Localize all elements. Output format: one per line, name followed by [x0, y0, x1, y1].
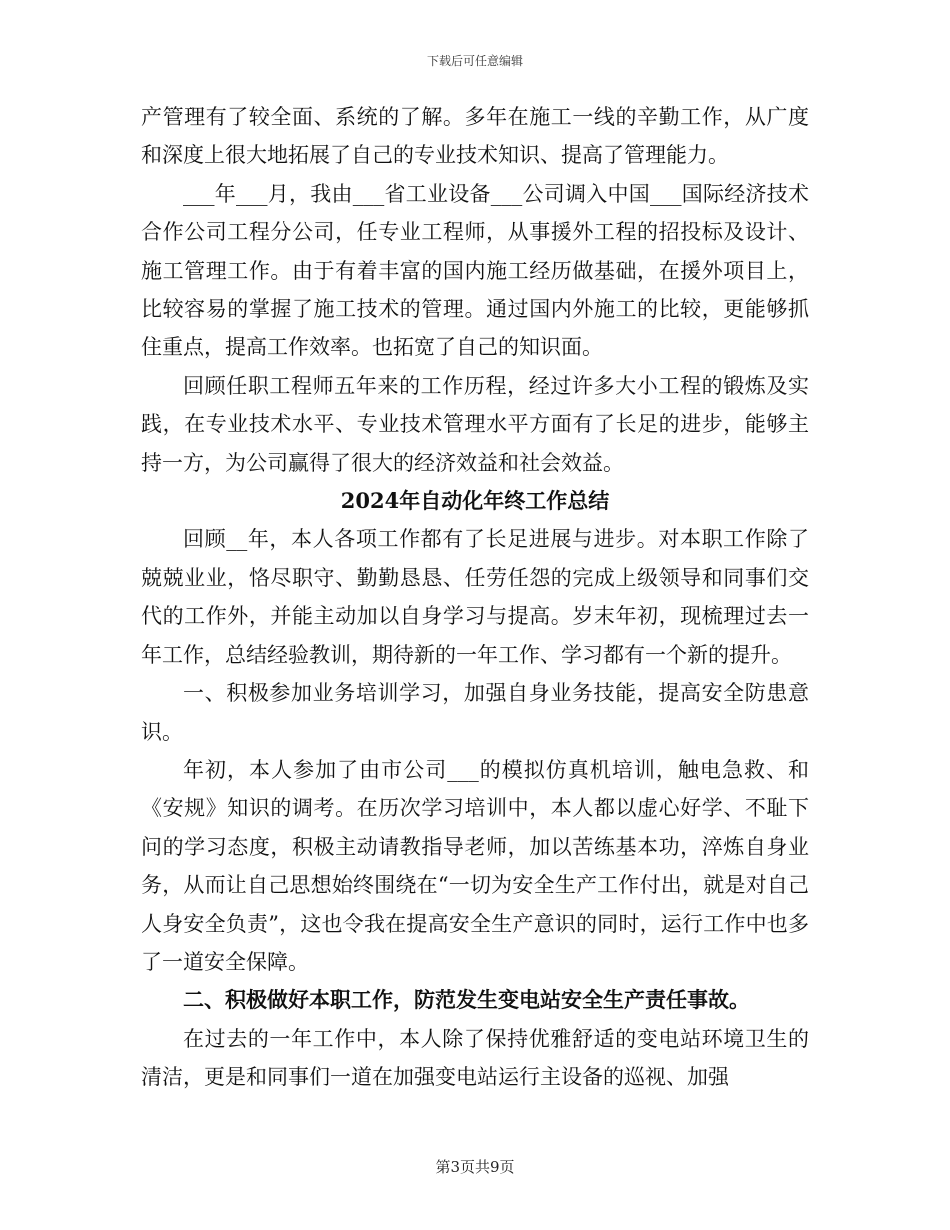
page-header: 下载后可任意编辑 [426, 54, 523, 68]
paragraph-2: ___年___月，我由___省工业设备___公司调入中国___国际经济技术合作公司工程分公司，任专业工程师，从事援外工程的招投标及设计、施工管理工作。由于有着丰富的国内施工经历做基础，在援外项目上，比较容易的掌握了施工技术的管理。通过国内外施工的比较，更能够抓住重点，提高工作效率。也拓宽了自己的知识面。 [141, 181, 809, 360]
page-number: 第3页共9页 [435, 1158, 515, 1176]
paragraph-1: 产管理有了较全面、系统的了解。多年在施工一线的辛勤工作，从广度和深度上很大地拓展了自己的专业技术知识、提高了管理能力。 [141, 105, 809, 168]
section-1-body: 年初，本人参加了由市公司___的模拟仿真机培训，触电急救、和《安规》知识的调考。在历次学习培训中，本人都以虚心好学、不耻下问的学习态度，积极主动请教指导老师，加以苦练基本功，淬炼自身业务，从而让自己思想始终围绕在“一切为安全生产工作付出，就是对自己人身安全负责”，这也令我在提高安全生产意识的同时，运行工作中也多了一道安全保障。 [141, 757, 809, 974]
section-heading-1: 一、积极参加业务培训学习，加强自身业务技能，提高安全防患意识。 [141, 681, 809, 744]
section-intro: 回顾__年，本人各项工作都有了长足进展与进步。对本职工作除了兢兢业业，恪尽职守、勤勤恳恳、任劳任怨的完成上级领导和同事们交代的工作外，并能主动加以自身学习与提高。岁末年初，现梳理过去一年工作，总结经验教训，期待新的一年工作、学习都有一个新的提升。 [141, 527, 809, 667]
document-body [141, 98, 809, 1097]
paragraph-3: 回顾任职工程师五年来的工作历程，经过许多大小工程的锻炼及实践，在专业技术水平、专业技术管理水平方面有了长足的进步，能够主持一方，为公司赢得了很大的经济效益和社会效益。 [141, 373, 809, 475]
document-title: 2024年自动化年终工作总结 [340, 488, 610, 514]
section-2-body: 在过去的一年工作中，本人除了保持优雅舒适的变电站环境卫生的清洁，更是和同事们一道在加强变电站运行主设备的巡视、加强 [141, 1026, 809, 1090]
section-heading-2: 二、积极做好本职工作，防范发生变电站安全生产责任事故。 [183, 987, 750, 1013]
